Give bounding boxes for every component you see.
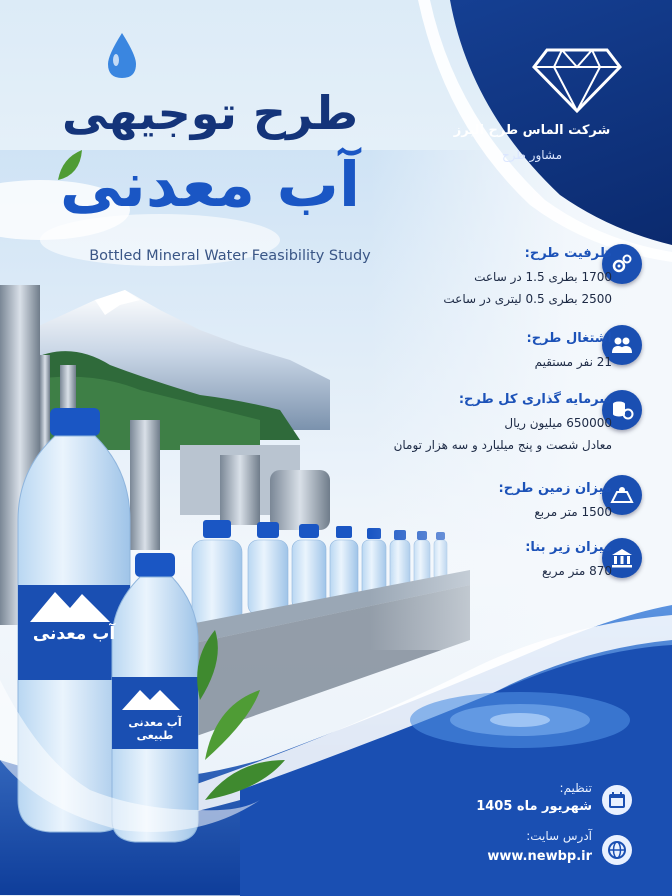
- calendar-icon: [602, 785, 632, 815]
- info-employment: [292, 331, 612, 373]
- title-line-1: طرح توجیهی: [61, 86, 359, 140]
- info-capacity: [292, 246, 612, 310]
- globe-icon: [602, 835, 632, 865]
- info-line: 1700 بطری 1.5 در ساعت: [474, 270, 612, 284]
- info-heading: ظرفیت طرح:: [524, 246, 612, 261]
- company-name: شرکت الماس طرح البرز: [453, 123, 611, 138]
- site-label: آدرس سایت:: [526, 829, 592, 843]
- info-investment: [292, 392, 612, 456]
- info-line: 1500 متر مربع: [534, 505, 612, 519]
- bottle-label-small: آب معدنی طبیعی: [128, 716, 182, 742]
- info-line: 21 نفر مستقیم: [534, 355, 612, 369]
- english-subtitle: Bottled Mineral Water Feasibility Study: [89, 248, 371, 264]
- date-label: تنظیم:: [559, 781, 592, 795]
- info-heading: میزان زیر بنا:: [525, 540, 612, 555]
- info-line: 650000 میلیون ریال: [504, 416, 612, 430]
- diamond-icon: [532, 45, 622, 115]
- bottle-label-large: آب معدنی: [32, 624, 116, 644]
- info-line: 870 متر مربع: [542, 564, 612, 578]
- info-line: 2500 بطری 0.5 لیتری در ساعت: [443, 292, 612, 306]
- info-heading: میزان زمین طرح:: [498, 481, 612, 496]
- info-land: [292, 481, 612, 523]
- date-value: شهریور ماه 1405: [476, 799, 592, 814]
- title-line-2: آب معدنی: [59, 148, 361, 221]
- info-heading: اشتغال طرح:: [526, 331, 612, 346]
- info-line: معادل شصت و پنج میلیارد و سه هزار تومان: [393, 438, 612, 452]
- company-role: مشاور طرح: [501, 148, 563, 162]
- info-built-area: [292, 540, 612, 582]
- info-heading: سرمایه گذاری کل طرح:: [458, 392, 612, 407]
- site-link[interactable]: www.newbp.ir: [487, 849, 592, 864]
